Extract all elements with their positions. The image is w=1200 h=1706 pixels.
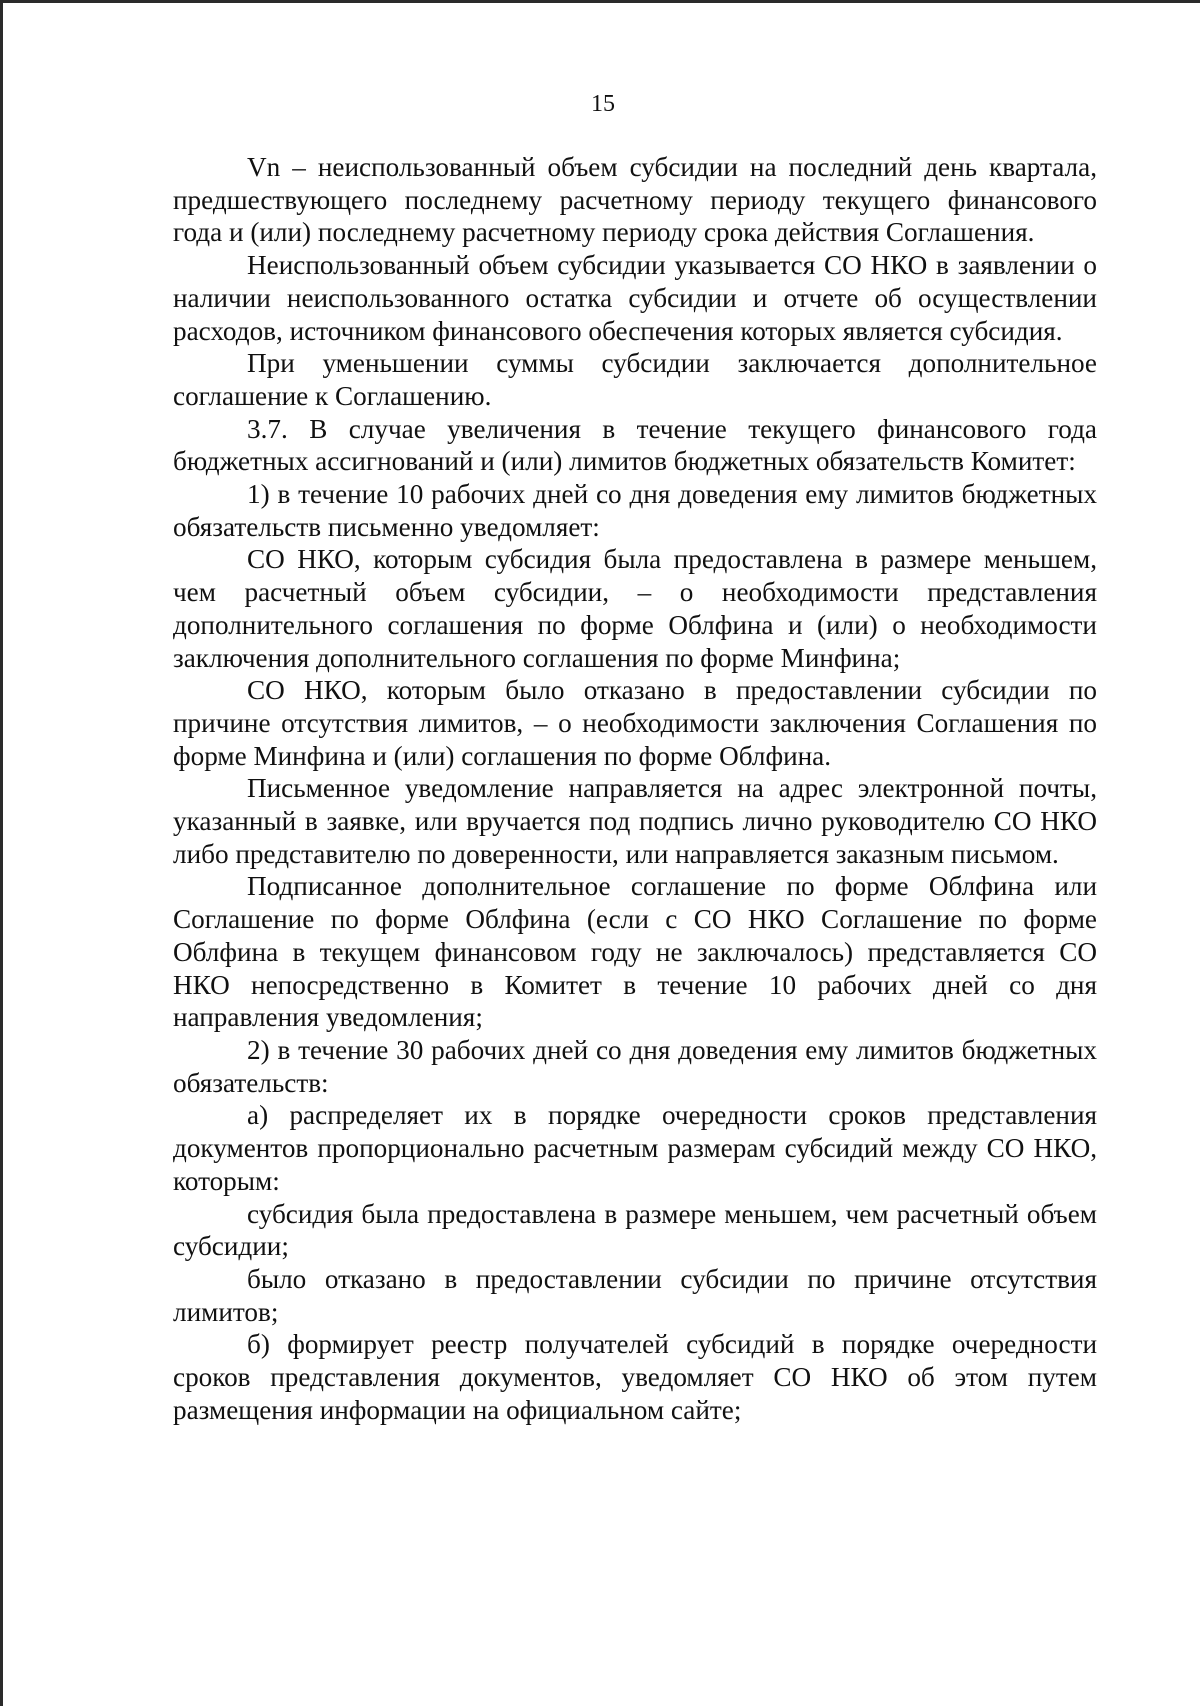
paragraph-signed-agreement: Подписанное дополнительное соглашение по форме Облфина или Соглашение по форме Облфина (если с СО НКО Соглашение по форме Облфина в текущем финансовом году не заключалось) представляется СО НКО непосредственно в Комитет в течение 10 рабочих дней со дня направления уведомления; <box>173 871 1097 1033</box>
paragraph-item-2: 2) в течение 30 рабочих дней со дня доведения ему лимитов бюджетных обязательств: <box>173 1034 1097 1098</box>
paragraph-reduction: При уменьшении суммы субсидии заключается дополнительное соглашение к Соглашению. <box>173 348 1097 411</box>
paragraph-nko-refused: СО НКО, которым было отказано в предоставлении субсидии по причине отсутствия лимитов, – о необходимости заключения Соглашения по форме Минфина и (или) соглашения по форме Облфина. <box>173 675 1097 771</box>
paragraph-subitem-refused: было отказано в предоставлении субсидии по причине отсутствия лимитов; <box>173 1263 1097 1327</box>
page-number: 15 <box>591 91 615 117</box>
paragraph-nko-smaller-amount: СО НКО, которым субсидия была предоставлена в размере меньшем, чем расчетный объем субсидии, – о необходимости представления дополнительного соглашения по форме Облфина и (или) о необходимости заключения дополнительного соглашения по форме Минфина; <box>173 544 1097 673</box>
paragraph-vn-definition: Vn – неиспользованный объем субсидии на последний день квартала, предшествующего последнему расчетному периоду текущего финансового года и (или) последнему расчетному периоду срока действия Соглашения. <box>173 152 1097 248</box>
paragraph-unused-volume: Неиспользованный объем субсидии указывается СО НКО в заявлении о наличии неиспользованного остатка субсидии и отчете об осуществлении расходов, источником финансового обеспечения которых является субсидия. <box>173 250 1097 346</box>
paragraph-item-1: 1) в течение 10 рабочих дней со дня доведения ему лимитов бюджетных обязательств письменно уведомляет: <box>173 479 1097 542</box>
paragraph-item-b: б) формирует реестр получателей субсидий в порядке очередности сроков представления документов, уведомляет СО НКО об этом путем размещения информации на официальном сайте; <box>173 1329 1097 1425</box>
paragraph-item-a: а) распределяет их в порядке очередности сроков представления документов пропорционально расчетным размерам субсидий между СО НКО, которым: <box>173 1100 1097 1196</box>
paragraph-notification: Письменное уведомление направляется на адрес электронной почты, указанный в заявке, или вручается под подпись лично руководителю СО НКО либо представителю по доверенности, или направляется заказным письмом. <box>173 773 1097 869</box>
paragraph-subitem-smaller: субсидия была предоставлена в размере меньшем, чем расчетный объем субсидии; <box>173 1198 1097 1262</box>
paragraph-3-7: 3.7. В случае увеличения в течение текущего финансового года бюджетных ассигнований и (или) лимитов бюджетных обязательств Комитет: <box>173 413 1097 477</box>
document-body <box>173 151 1097 1426</box>
